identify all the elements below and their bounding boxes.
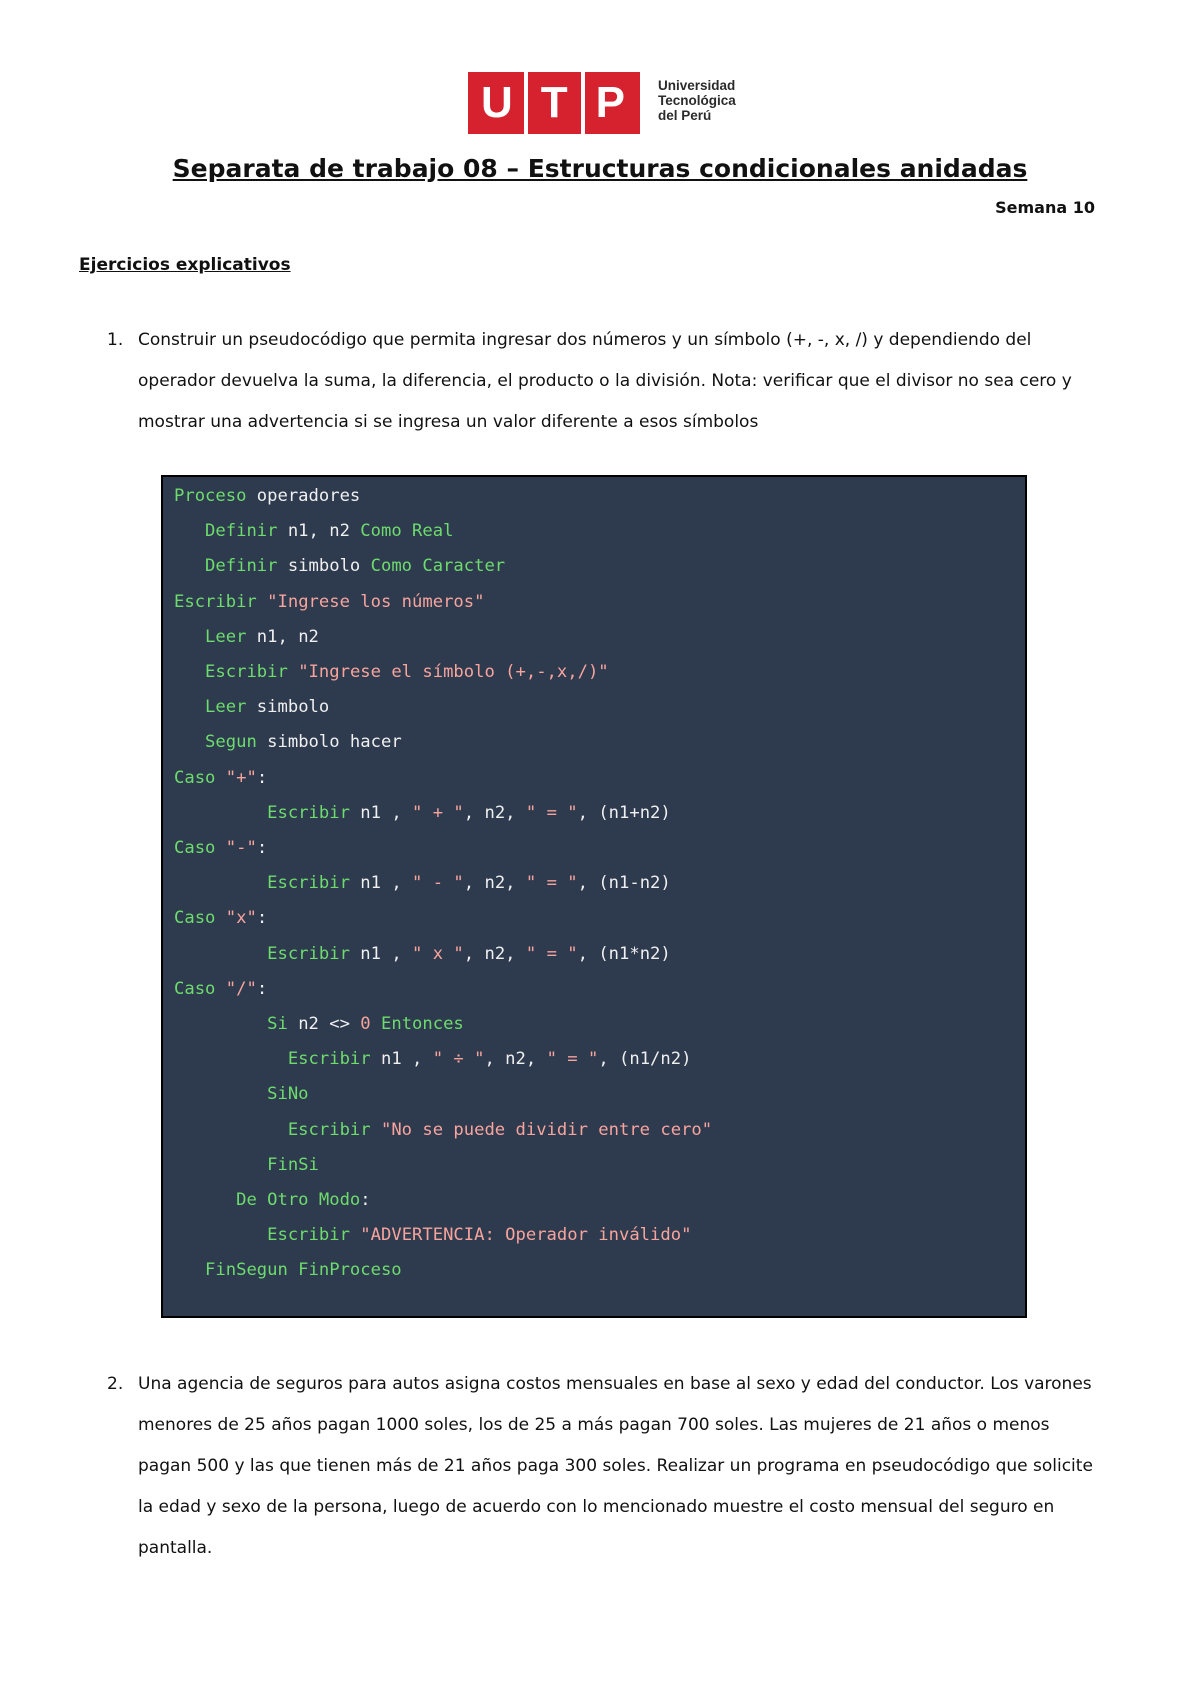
- code-token: Definir: [205, 521, 278, 542]
- code-token: , n2,: [463, 802, 526, 823]
- code-token: :: [256, 767, 268, 788]
- code-line: [174, 1083, 309, 1105]
- code-token: [215, 908, 225, 928]
- section-heading: Ejercicios explicativos: [79, 255, 291, 275]
- code-line: [174, 520, 453, 542]
- code-token: simbolo: [246, 697, 330, 718]
- code-token: "Ingrese los números": [267, 591, 485, 612]
- code-token: Entonces: [381, 1014, 464, 1034]
- code-token: Escribir: [267, 943, 350, 964]
- code-line: [174, 1189, 371, 1211]
- code-token: :: [360, 1190, 371, 1210]
- code-token: Escribir: [287, 1119, 371, 1140]
- code-token: [288, 662, 298, 682]
- code-token: Caso: [174, 767, 216, 788]
- code-line: [174, 1119, 712, 1141]
- code-token: Escribir: [267, 1225, 350, 1246]
- code-token: n2 <>: [287, 1014, 361, 1034]
- code-line: [174, 591, 484, 613]
- code-token: :: [256, 978, 268, 999]
- code-token: "+": [225, 767, 257, 788]
- code-token: FinSegun FinProceso: [205, 1260, 402, 1281]
- logo-text-line: Universidad: [658, 78, 736, 93]
- code-token: [174, 732, 205, 752]
- code-token: n1 ,: [349, 802, 413, 823]
- exercise-number: 1.: [107, 330, 124, 350]
- code-token: [371, 1120, 381, 1140]
- code-token: " + ": [412, 802, 464, 823]
- code-token: simbolo: [277, 556, 371, 577]
- utp-logo: [468, 72, 750, 134]
- code-token: simbolo hacer: [256, 732, 402, 753]
- code-token: Leer: [205, 697, 247, 718]
- code-token: [174, 803, 267, 823]
- code-token: " = ": [525, 873, 578, 894]
- logo-letter-p: P: [595, 78, 627, 127]
- logo-letter-u: U: [480, 78, 515, 127]
- code-token: Escribir: [287, 1049, 371, 1070]
- code-token: SiNo: [267, 1084, 309, 1105]
- code-token: n1 ,: [349, 943, 413, 964]
- exercise-text: Una agencia de seguros para autos asigna costos mensuales en base al sexo y edad del conductor. Los varones menores de 25 años pagan 1000 soles, los de 25 a más pagan 700 soles. Las mujeres de 21 años o menos pagan 500 y las que tienen más de 21 años paga 300 soles. Realizar un programa en pseudocódigo que solicite la edad y sexo de la persona, luego de acuerdo con lo mencionado muestre el costo mensual del seguro en pantalla.: [138, 1374, 1093, 1558]
- code-token: , n2,: [484, 1049, 547, 1070]
- code-token: " = ": [525, 802, 578, 823]
- code-token: " = ": [546, 1049, 599, 1070]
- code-token: Leer: [205, 626, 247, 647]
- code-token: [174, 873, 267, 893]
- code-token: "ADVERTENCIA: Operador inválido": [360, 1225, 692, 1246]
- code-token: [174, 1049, 288, 1069]
- code-block: [161, 475, 1027, 1318]
- logo-divider: [524, 72, 528, 134]
- code-token: Proceso: [174, 486, 247, 506]
- code-token: "Ingrese el símbolo (+,-,x,/)": [298, 662, 609, 682]
- logo-text: [658, 78, 736, 123]
- code-token: n1, n2: [246, 626, 319, 647]
- code-token: n1, n2: [277, 521, 361, 542]
- exercise-text: Construir un pseudocódigo que permita ingresar dos números y un símbolo (+, -, x, /) y dependiendo del operador devuelva la suma, la diferencia, el producto o la división. Nota: verificar que el divisor no sea cero y mostrar una advertencia si se ingresa un valor diferente a esos símbolos: [138, 330, 1072, 432]
- logo-letters: [468, 72, 640, 134]
- code-token: Escribir: [267, 802, 350, 823]
- code-line: [174, 943, 671, 965]
- code-line: [174, 1048, 691, 1070]
- code-token: , n2,: [463, 873, 526, 894]
- code-token: Definir: [205, 556, 278, 577]
- code-token: [174, 1190, 236, 1210]
- code-token: Escribir: [205, 662, 288, 682]
- code-token: [215, 838, 225, 858]
- code-token: [174, 1120, 288, 1140]
- code-line: [174, 731, 402, 753]
- code-token: [174, 1084, 267, 1104]
- code-token: n1 ,: [349, 873, 413, 894]
- code-token: Caso: [174, 978, 216, 999]
- code-token: [215, 979, 225, 999]
- week-label: Semana 10: [995, 198, 1095, 217]
- code-token: [174, 1014, 267, 1034]
- code-token: , (n1-n2): [577, 873, 671, 894]
- code-token: "/": [225, 978, 257, 999]
- code-line: [174, 696, 329, 718]
- logo-letter-t: T: [540, 78, 570, 127]
- code-token: :: [256, 838, 268, 858]
- code-token: Caso: [174, 838, 216, 858]
- code-token: Caso: [174, 908, 216, 929]
- code-token: 0: [360, 1014, 371, 1034]
- code-token: Como Caracter: [370, 556, 506, 577]
- page-title: Separata de trabajo 08 – Estructuras condicionales anidadas: [172, 154, 1028, 183]
- code-token: Como Real: [360, 521, 454, 542]
- logo-divider: [581, 72, 585, 134]
- code-token: [371, 1014, 381, 1034]
- code-line: [174, 485, 360, 507]
- code-token: " - ": [412, 873, 464, 894]
- code-token: [350, 1225, 360, 1245]
- code-token: , (n1+n2): [577, 802, 671, 823]
- code-line: [174, 1259, 402, 1281]
- code-line: [174, 1224, 691, 1246]
- code-token: Escribir: [174, 591, 257, 612]
- code-line: [174, 661, 609, 683]
- code-token: , n2,: [463, 943, 526, 964]
- code-token: De Otro Modo: [236, 1190, 361, 1210]
- code-token: :: [256, 908, 268, 929]
- code-token: Segun: [205, 732, 257, 753]
- code-token: [257, 592, 267, 612]
- code-token: " x ": [412, 943, 464, 964]
- logo-text-line: Tecnológica: [658, 93, 736, 108]
- exercise-item: [107, 320, 1097, 443]
- code-line: [174, 872, 671, 894]
- code-token: [174, 1155, 267, 1175]
- code-line: [174, 802, 671, 824]
- code-line: [174, 978, 267, 1000]
- code-token: , (n1/n2): [598, 1049, 692, 1070]
- code-token: Si: [267, 1014, 288, 1034]
- code-line: [174, 837, 267, 859]
- code-line: [174, 767, 267, 789]
- code-token: [174, 662, 205, 682]
- code-token: [174, 556, 205, 576]
- exercise-item: [107, 1364, 1097, 1569]
- code-token: n1 ,: [370, 1049, 433, 1070]
- code-token: "x": [225, 908, 257, 929]
- code-line: [174, 626, 319, 648]
- code-token: [215, 768, 225, 788]
- code-token: "No se puede dividir entre cero": [380, 1119, 713, 1140]
- code-token: Escribir: [267, 873, 350, 894]
- code-line: [174, 907, 267, 929]
- code-token: [174, 1225, 267, 1245]
- code-token: [174, 697, 205, 717]
- code-line: [174, 1013, 464, 1035]
- code-token: "-": [225, 838, 257, 858]
- code-token: [174, 521, 205, 541]
- logo-text-line: del Perú: [658, 108, 712, 123]
- code-token: , (n1*n2): [577, 943, 671, 964]
- code-line: [174, 555, 505, 577]
- code-token: " = ": [525, 943, 578, 964]
- exercise-number: 2.: [107, 1374, 124, 1394]
- code-line: [174, 1154, 319, 1176]
- code-token: " ÷ ": [432, 1049, 485, 1070]
- code-token: FinSi: [267, 1154, 319, 1175]
- code-token: [174, 1260, 205, 1280]
- code-token: [174, 944, 267, 964]
- code-token: [174, 627, 205, 647]
- code-token: operadores: [246, 486, 361, 506]
